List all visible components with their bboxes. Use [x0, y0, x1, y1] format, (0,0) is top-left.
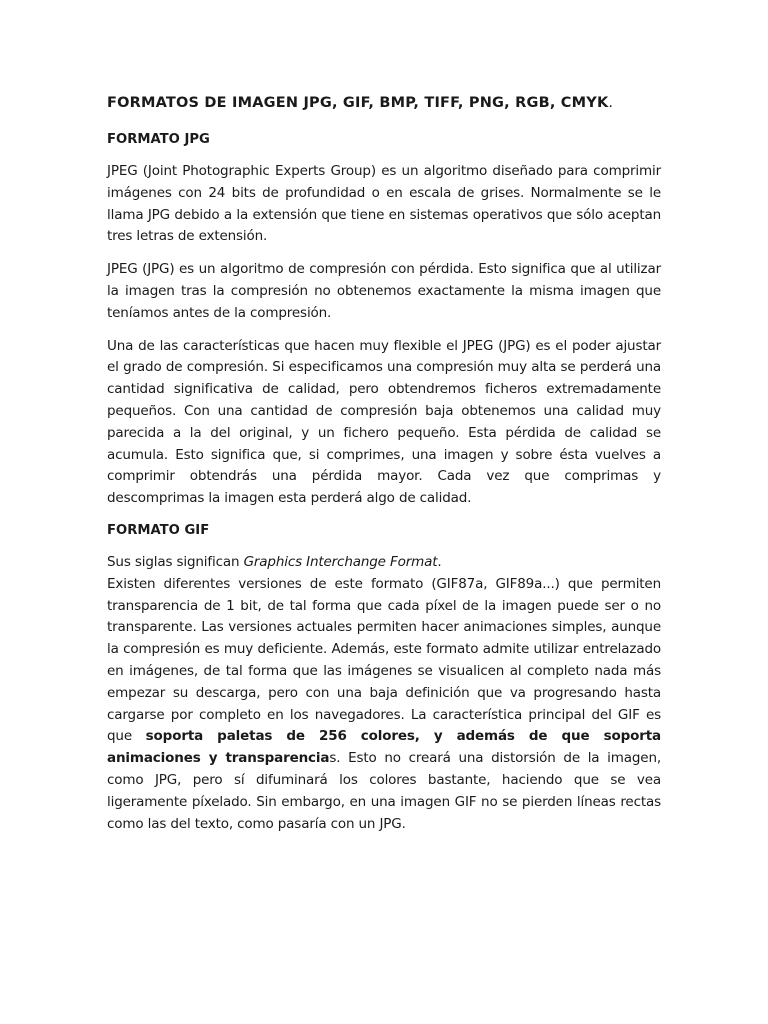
gif-body-bold: soporta paletas de 256 colores, y además de que soporta animaciones y transparencia — [107, 728, 662, 767]
document-title — [107, 92, 661, 114]
gif-intro-prefix: Sus siglas significan — [107, 553, 244, 570]
gif-paragraph — [107, 574, 661, 836]
gif-intro-line — [107, 552, 661, 574]
gif-body-part2: s. Esto no creará una distorsión de la imagen, como JPG, pero sí difuminará los colores bastante, haciendo que se vea ligeramente píxelado. Sin embargo, en una imagen GIF no se pierden líneas rectas como las del texto, como pasaría con un JPG. — [107, 750, 661, 832]
document-page — [107, 92, 661, 835]
jpg-paragraph-3: Una de las características que hacen muy flexible el JPEG (JPG) es el poder ajustar el grado de compresión. Si especificamos una compresión muy alta se perderá una cantidad significativa de calidad, pero obtendremos ficheros extremadamente pequeños. Con una cantidad de compresión baja obtenemos una calidad muy parecida a la del original, y un fichero pequeño. Esta pérdida de calidad se acumula. Esto significa que, si comprimes, una imagen y sobre ésta vuelves a comprimir obtendrás una pérdida mayor. Cada vez que comprimas y descomprimas la imagen esta perderá algo de calidad. — [107, 337, 661, 507]
document-title-text: FORMATOS DE IMAGEN JPG, GIF, BMP, TIFF, PNG, RGB, CMYK — [107, 95, 609, 111]
gif-intro-suffix: . — [437, 553, 442, 570]
document-title-suffix: . — [608, 95, 614, 111]
jpg-paragraph-2: JPEG (JPG) es un algoritmo de compresión con pérdida. Esto significa que al utilizar la imagen tras la compresión no obtenemos exactamente la misma imagen que teníamos antes de la compresión. — [107, 261, 661, 321]
gif-body-part1: Existen diferentes versiones de este formato (GIF87a, GIF89a...) que permiten transparencia de 1 bit, de tal forma que cada píxel de la imagen puede ser o no transparente. Las versiones actuales permiten hacer animaciones simples, aunque la compresión es muy deficiente. Además, este formato admite utilizar entrelazado en imágenes, de tal forma que las imágenes se visualicen al completo nada más empezar su descarga, pero con una baja definición que va progresando hasta cargarse por completo en los navegadores. La característica principal del GIF es que — [107, 575, 661, 745]
jpg-paragraph-1: JPEG (Joint Photographic Experts Group) es un algoritmo diseñado para comprimir imágenes con 24 bits de profundidad o en escala de grises. Normalmente se le llama JPG debido a la extensión que tiene en sistemas operativos que sólo aceptan tres letras de extensión. — [107, 163, 661, 245]
section-heading-jpg: FORMATO JPG — [107, 132, 210, 147]
section-heading-gif: FORMATO GIF — [107, 522, 210, 538]
gif-intro-italic: Graphics Interchange Format — [243, 553, 438, 570]
